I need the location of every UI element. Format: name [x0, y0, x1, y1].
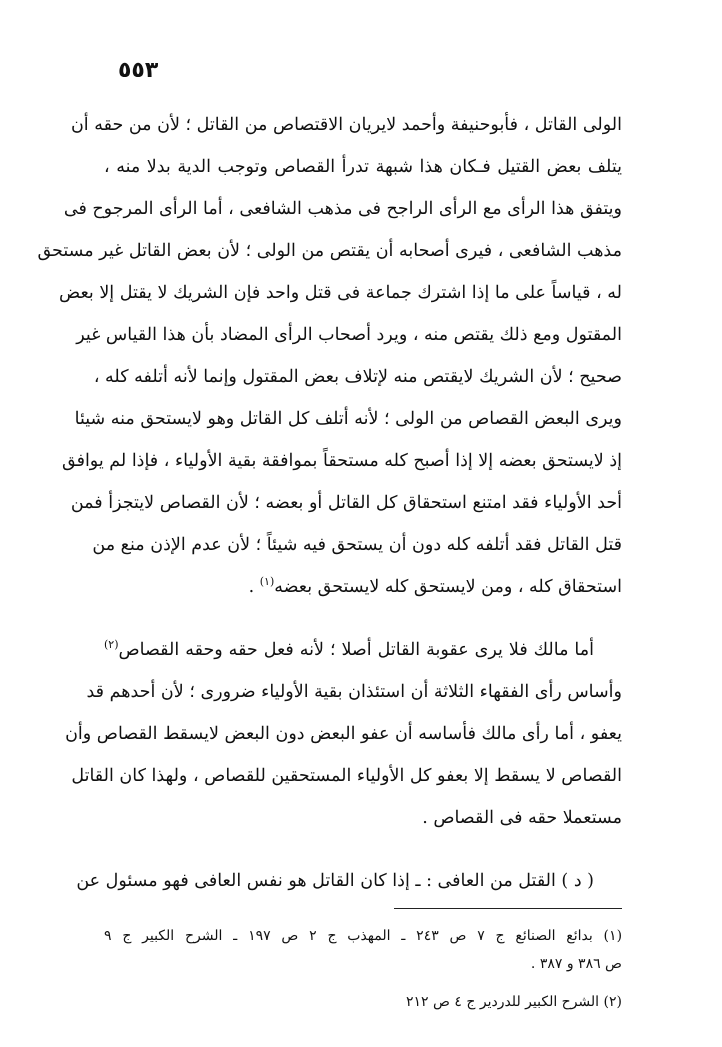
footnote-gap — [104, 978, 622, 988]
text-line: يعفو ، أما رأى مالك فأساسه أن عفو البعض دون البعض لايسقط القصاص وأن — [65, 724, 622, 744]
text-line: المقتول ومع ذلك يقتص منه ، ويرد أصحاب الرأى المضاد بأن هذا القياس غير — [76, 325, 622, 345]
text-line: إذ لايستحق بعضه إلا إذا أصبح كله مستحقاً بموافقة بقية الأولياء ، فإذا لم يوافق — [61, 451, 622, 471]
footnotes — [104, 922, 622, 1016]
paragraph-1 — [37, 104, 622, 608]
footnote-1-cont: ص ٣٨٦ و ٣٨٧ . — [530, 956, 622, 972]
text-line: صحيح ؛ لأن الشريك لايقتص منه لإتلاف بعض المقتول وإنما لأنه أتلفه كله ، — [93, 367, 622, 387]
text-fragment: أما مالك فلا يرى عقوبة القاتل أصلا ؛ لأنه فعل حقه وحقه القصاص — [118, 640, 594, 660]
text-line: أحد الأولياء فقد امتنع استحقاق كل القاتل أو بعضه ؛ لأن القصاص لايتجزأ فمن — [70, 493, 622, 513]
footnote-ref-2: (٢) — [104, 638, 119, 652]
footnote-2: (٢) الشرح الكبير للدردير ج ٤ ص ٢١٢ — [405, 994, 622, 1010]
body-text — [37, 104, 622, 902]
text-line: ويرى البعض القصاص من الولى ؛ لأنه أتلف كل القاتل وهو لايستحق منه شيئا — [74, 409, 622, 429]
text-line: وأساس رأى الفقهاء الثلاثة أن استئذان بقية الأولياء ضرورى ؛ لأن أحدهم قد — [86, 682, 622, 702]
text-fragment: استحقاق كله ، ومن لايستحق كله لايستحق بعضه — [274, 577, 622, 597]
text-line: ويتفق هذا الرأى مع الرأى الراجح فى مذهب الشافعى ، أما الرأى المرجوح فى — [63, 199, 622, 219]
text-line: له ، قياساً على ما إذا اشترك جماعة فى قتل واحد فإن الشريك لا يقتل إلا بعض — [59, 283, 622, 303]
text-fragment: . — [248, 577, 260, 597]
text-line: يتلف بعض القتيل فـكان هذا شبهة تدرأ القصاص وتوجب الدية بدلا منه ، — [104, 157, 622, 177]
footnote-ref-1: (١) — [259, 575, 275, 589]
text-line-last — [104, 566, 622, 608]
paragraph-3 — [76, 860, 622, 902]
text-line: القصاص لا يسقط إلا بعفو كل الأولياء المستحقين للقصاص ، ولهذا كان القاتل — [71, 766, 622, 786]
footnote-1: (١) بدائع الصنائع ج ٧ ص ٢٤٣ ـ المهذب ج ٢ ص ١٩٧ ـ الشرح الكبير ج ٩ — [104, 928, 623, 944]
text-line: قتل القاتل فقد أتلفه كله دون أن يستحق فيه شيئاً ؛ لأن عدم الإذن منع من — [92, 535, 622, 555]
text-line: الولى القاتل ، فأبوحنيفة وأحمد لايريان الاقتصاص من القاتل ؛ لأن من حقه أن — [70, 115, 622, 135]
paragraph-2 — [65, 629, 622, 839]
footnote-divider — [394, 908, 622, 909]
text-line: مذهب الشافعى ، فيرى أصحابه أن يقتص من الولى ؛ لأن بعض القاتل غير مستحق — [37, 241, 622, 261]
page-number: ٥٥٣ — [118, 58, 159, 83]
text-line-last: مستعملا حقه فى القصاص . — [422, 808, 622, 828]
text-line-first — [104, 629, 622, 671]
text-line-first: ( د ) القتل من العافى : ـ إذا كان القاتل هو نفس العافى فهو مسئول عن — [76, 871, 594, 891]
